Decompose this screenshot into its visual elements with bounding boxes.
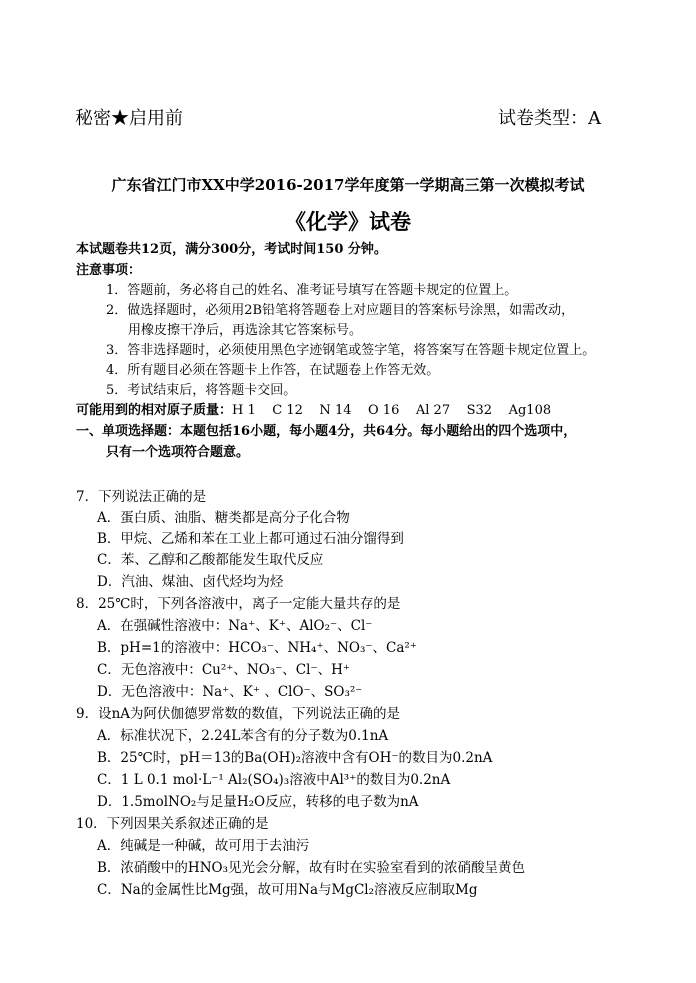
question-7-option-c: C．苯、乙醇和乙酸都能发生取代反应 <box>97 552 324 568</box>
question-10-option-b: B．浓硝酸中的HNO₃见光会分解，故有时在实验室看到的浓硝酸呈黄色 <box>97 860 525 876</box>
notice-item: 2．做选择题时，必须用2B铅笔将答题卷上对应题目的答案标号涂黑，如需改动， <box>106 303 575 318</box>
question-7-option-d: D．汽油、煤油、卤代烃均为烃 <box>97 574 284 590</box>
paper-type-label: 试卷类型：A <box>498 108 601 129</box>
question-10-option-a: A．纯碱是一种碱，故可用于去油污 <box>97 838 310 854</box>
section-heading-cont: 只有一个选项符合题意。 <box>106 445 250 460</box>
notice-item: 5．考试结束后，将答题卡交回。 <box>106 383 297 398</box>
exam-subtitle: 《化学》试卷 <box>285 209 411 234</box>
question-7-option-b: B．甲烷、乙烯和苯在工业上都可通过石油分馏得到 <box>97 531 404 547</box>
exam-title: 广东省江门市XX中学2016-2017学年度第一学期高三第一次模拟考试 <box>111 176 585 194</box>
question-10-option-c: C．Na的金属性比Mg强，故可用Na与MgCl₂溶液反应制取Mg <box>97 882 478 898</box>
question-9-option-d: D．1.5molNO₂与足量H₂O反应，转移的电子数为nA <box>97 794 419 810</box>
question-9-option-b: B．25℃时，pH＝13的Ba(OH)₂溶液中含有OH⁻的数目为0.2nA <box>97 750 493 766</box>
atomic-masses-row <box>76 403 551 419</box>
question-7-stem: 7．下列说法正确的是 <box>76 489 207 505</box>
notice-item: 用橡皮擦干净后，再选涂其它答案标号。 <box>128 323 363 338</box>
section-heading: 一、单项选择题：本题包括16小题，每小题4分，共64分。每小题给出的四个选项中， <box>76 424 577 439</box>
notice-heading: 注意事项： <box>76 263 142 278</box>
question-8-option-c: C．无色溶液中：Cu²⁺、NO₃⁻、Cl⁻、H⁺ <box>97 662 350 678</box>
question-9-option-c: C．1 L 0.1 mol·L⁻¹ Al₂(SO₄)₃溶液中Al³⁺的数目为0.2nA <box>97 772 451 788</box>
exam-info: 本试题卷共12页，满分300分，考试时间150 分钟。 <box>76 242 387 257</box>
question-9-option-a: A．标准状况下，2.24L苯含有的分子数为0.1nA <box>97 728 389 744</box>
question-9-stem: 9．设nA为阿伏伽德罗常数的数值，下列说法正确的是 <box>76 706 401 722</box>
question-8-option-d: D．无色溶液中：Na⁺、K⁺ 、ClO⁻、SO₃²⁻ <box>97 684 363 700</box>
question-8-stem: 8．25℃时，下列各溶液中，离子一定能大量共存的是 <box>76 596 401 612</box>
question-7-option-a: A．蛋白质、油脂、糖类都是高分子化合物 <box>97 510 350 526</box>
question-10-stem: 10．下列因果关系叙述正确的是 <box>76 816 269 832</box>
question-8-option-b: B．pH=1的溶液中：HCO₃⁻、NH₄⁺、NO₃⁻、Ca²⁺ <box>97 640 417 656</box>
atomic-masses-label: 可能用到的相对原子质量： <box>76 403 233 418</box>
atomic-masses-values: H 1 C 12 N 14 O 16 Al 27 S32 Ag108 <box>232 403 552 418</box>
notice-item: 4．所有题目必须在答题卡上作答，在试题卷上作答无效。 <box>106 363 440 378</box>
confidential-label: 秘密★启用前 <box>75 108 183 129</box>
notice-item: 3．答非选择题时，必须使用黑色字迹钢笔或签字笔，将答案写在答题卡规定位置上。 <box>106 343 596 358</box>
question-8-option-a: A．在强碱性溶液中：Na⁺、K⁺、AlO₂⁻、Cl⁻ <box>97 618 373 634</box>
notice-item: 1．答题前，务必将自己的姓名、准考证号填写在答题卡规定的位置上。 <box>106 283 518 298</box>
